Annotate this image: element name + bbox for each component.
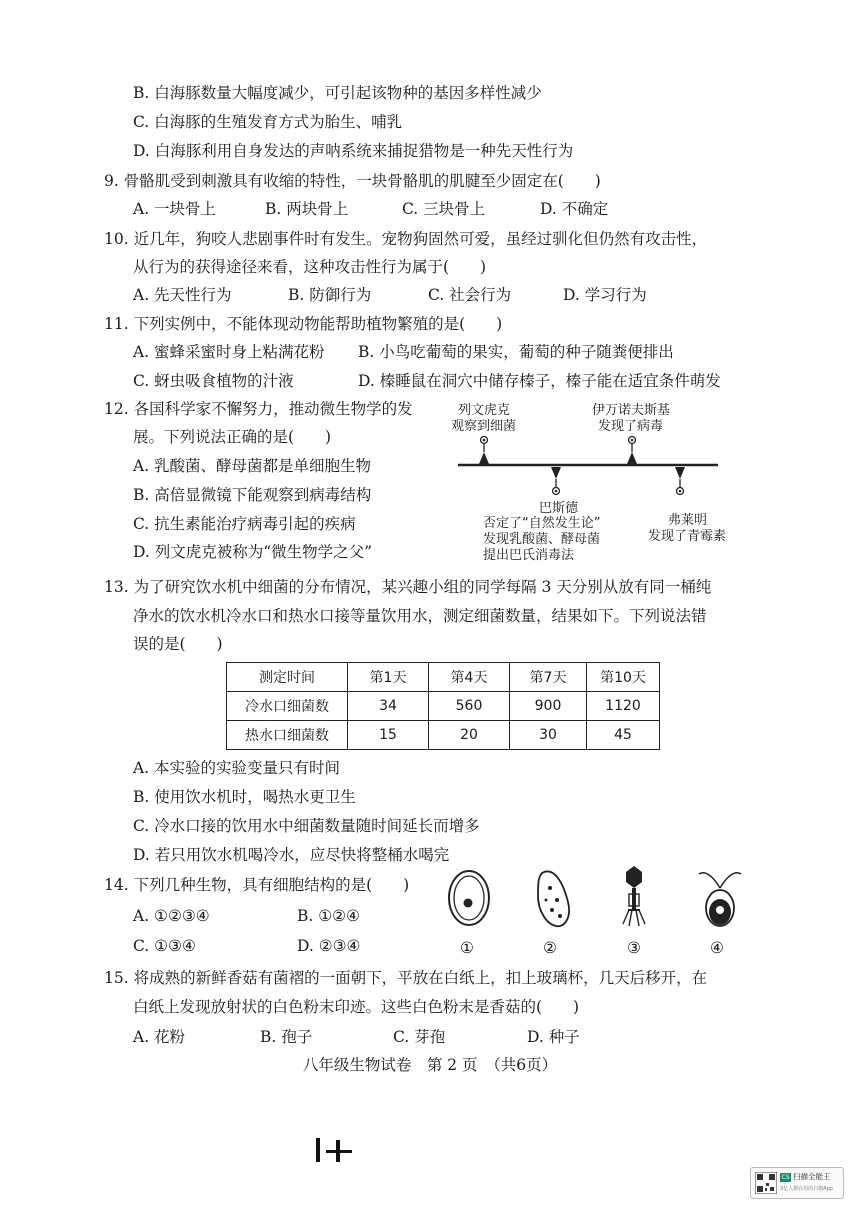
bacteria-count-table — [226, 662, 660, 750]
q10-option-b: B. 防御行为 — [288, 286, 372, 304]
q15-stem-line1: 15. 将成熟的新鲜香菇有菌褶的一面朝下，平放在白纸上，扣上玻璃杯，几天后移开，在 — [104, 969, 708, 987]
q11-stem: 11. 下列实例中，不能体现动物能帮助植物繁殖的是( ) — [104, 315, 503, 333]
organism-label-3: ③ — [627, 939, 641, 957]
q11-option-b: B. 小鸟吃葡萄的果实，葡萄的种子随粪便排出 — [358, 343, 674, 361]
table-cell: 900 — [510, 692, 587, 721]
q12-option-d: D. 列文虎克被称为“微生物学之父” — [133, 543, 373, 561]
q13-option-c: C. 冷水口接的饮用水中细菌数量随时间延长而增多 — [133, 817, 480, 835]
timeline-pasteur-event-2: 发现乳酸菌、酵母菌 — [483, 532, 601, 547]
q9-option-c: C. 三块骨上 — [402, 200, 486, 218]
chlamydomonas-4-icon — [695, 866, 745, 932]
q11-option-d: D. 榛睡鼠在洞穴中储存榛子，榛子能在适宜条件萌发 — [358, 372, 721, 390]
q12-stem-line1: 12. 各国科学家不懈努力，推动微生物学的发 — [104, 400, 413, 418]
scanner-watermark — [750, 1167, 844, 1199]
organism-label-2: ② — [543, 939, 557, 957]
q9-option-b: B. 两块骨上 — [265, 200, 349, 218]
q13-option-a: A. 本实验的实验变量只有时间 — [133, 759, 341, 777]
timeline-fleming-name: 弗莱明 — [668, 513, 708, 528]
q10-option-d: D. 学习行为 — [563, 286, 647, 304]
q15-stem-line2: 白纸上发现放射状的白色粉末印迹。这些白色粉末是香菇的( ) — [133, 998, 580, 1016]
q13-stem-line2: 净水的饮水机冷水口和热水口接等量饮用水，测定细菌数量，结果如下。下列说法错 — [133, 607, 707, 625]
table-header-row — [227, 663, 660, 692]
table-cell: 45 — [587, 721, 660, 750]
timeline-pasteur-event-3: 提出巴氏消毒法 — [483, 548, 575, 563]
organism-label-4: ④ — [710, 939, 724, 957]
table-cell: 冷水口细菌数 — [227, 692, 348, 721]
timeline-axis — [450, 434, 730, 504]
q8-option-d: D. 白海豚利用自身发达的声呐系统来捕捉猎物是一种先天性行为 — [133, 142, 574, 160]
scanner-label: 扫描全能王 — [793, 1172, 831, 1181]
q10-stem-line2: 从行为的获得途径来看，这种攻击性行为属于( ) — [133, 258, 487, 276]
timeline-fleming-event: 发现了青霉素 — [648, 529, 727, 544]
table-header-cell: 第7天 — [510, 663, 587, 692]
organism-label-1: ① — [460, 939, 474, 957]
q14-option-a: A. ①②③④ — [133, 907, 210, 925]
q13-stem-line1: 13. 为了研究饮水机中细菌的分布情况，某兴趣小组的同学每隔 3 天分别从放有同一桶纯 — [104, 578, 712, 596]
q12-option-c: C. 抗生素能治疗病毒引起的疾病 — [133, 515, 356, 533]
q12-stem-line2: 展。下列说法正确的是( ) — [133, 428, 332, 446]
table-header-cell: 第4天 — [429, 663, 510, 692]
timeline-leeuwenhoek-event: 观察到细菌 — [451, 419, 517, 434]
table-cell: 热水口细菌数 — [227, 721, 348, 750]
q13-stem-line3: 误的是( ) — [133, 635, 223, 653]
table-cell: 30 — [510, 721, 587, 750]
q14-option-b: B. ①②④ — [297, 907, 360, 925]
q15-option-c: C. 芽孢 — [393, 1028, 446, 1046]
table-cell: 1120 — [587, 692, 660, 721]
q8-option-b: B. 白海豚数量大幅度减少，可引起该物种的基因多样性减少 — [133, 84, 542, 102]
table-cell: 15 — [348, 721, 429, 750]
scan-artifact — [326, 1150, 352, 1153]
q15-option-a: A. 花粉 — [133, 1028, 186, 1046]
q9-option-d: D. 不确定 — [540, 200, 609, 218]
q12-option-b: B. 高倍显微镜下能观察到病毒结构 — [133, 486, 372, 504]
timeline-ivanovsky-event: 发现了病毒 — [598, 419, 664, 434]
q11-option-a: A. 蜜蜂采蜜时身上粘满花粉 — [133, 343, 325, 361]
q14-option-d: D. ②③④ — [297, 937, 361, 955]
q13-option-b: B. 使用饮水机时，喝热水更卫生 — [133, 788, 356, 806]
table-header-cell: 第10天 — [587, 663, 660, 692]
q10-stem-line1: 10. 近几年，狗咬人悲剧事件时有发生。宠物狗固然可爱，虽经过驯化但仍然有攻击性， — [104, 230, 708, 248]
bacteriophage-3-icon — [620, 864, 648, 934]
scan-artifact — [316, 1138, 320, 1162]
timeline-pasteur-name: 巴斯德 — [539, 501, 579, 516]
q10-option-c: C. 社会行为 — [428, 286, 512, 304]
q13-option-d: D. 若只用饮水机喝冷水，应尽快将整桶水喝完 — [133, 846, 450, 864]
table-cell: 34 — [348, 692, 429, 721]
q15-option-b: B. 孢子 — [260, 1028, 313, 1046]
timeline-leeuwenhoek-name: 列文虎克 — [458, 403, 511, 418]
q10-option-a: A. 先天性行为 — [133, 286, 232, 304]
paramecium-2-icon — [530, 866, 576, 932]
table-header-cell: 第1天 — [348, 663, 429, 692]
q8-option-c: C. 白海豚的生殖发育方式为胎生、哺乳 — [133, 113, 403, 131]
cs-logo-icon: CS — [781, 1174, 790, 1181]
cell-1-icon — [445, 866, 495, 930]
q12-option-a: A. 乳酸菌、酵母菌都是单细胞生物 — [133, 457, 372, 475]
table-cell: 20 — [429, 721, 510, 750]
q14-option-c: C. ①③④ — [133, 937, 196, 955]
table-header-cell: 测定时间 — [227, 663, 348, 692]
timeline-pasteur-event-1: 否定了“自然发生论” — [483, 516, 601, 531]
q11-option-c: C. 蚜虫吸食植物的汁液 — [133, 372, 294, 390]
q9-option-a: A. 一块骨上 — [133, 200, 217, 218]
qr-code-icon — [755, 1172, 777, 1194]
q9-stem: 9. 骨骼肌受到刺激具有收缩的特性，一块骨骼肌的肌腱至少固定在( ) — [104, 172, 601, 190]
q15-option-d: D. 种子 — [527, 1028, 580, 1046]
table-row — [227, 721, 660, 750]
table-row — [227, 692, 660, 721]
scanner-subtitle: 3亿人都在用的扫描App — [780, 1186, 833, 1192]
q14-stem: 14. 下列几种生物，具有细胞结构的是( ) — [104, 876, 410, 894]
table-cell: 560 — [429, 692, 510, 721]
timeline-ivanovsky-name: 伊万诺夫斯基 — [592, 403, 671, 418]
page-footer: 八年级生物试卷 第 2 页 （共6页） — [302, 1056, 558, 1074]
